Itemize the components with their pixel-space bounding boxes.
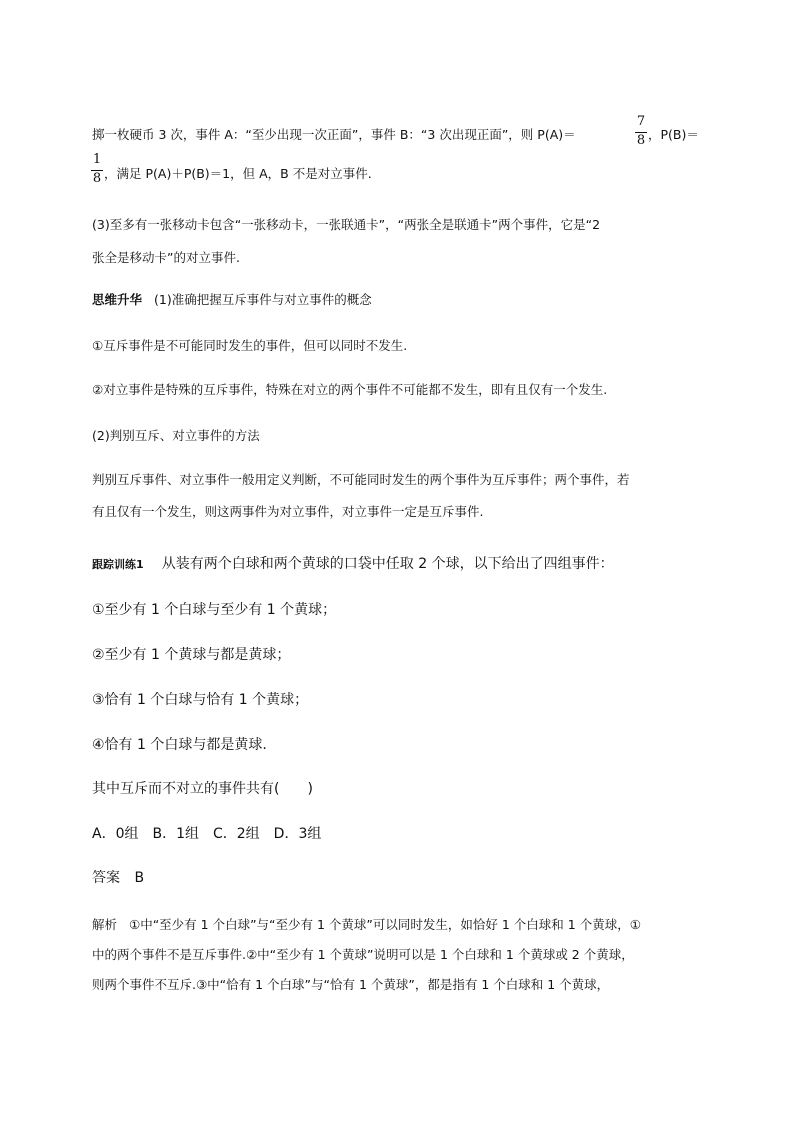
option-2: ②至少有 1 个黄球与都是黄球； bbox=[92, 647, 291, 663]
pb-numerator: 1 bbox=[92, 152, 102, 167]
exercise-prompt: 其中互斥而不对立的事件共有( ) bbox=[92, 781, 313, 797]
thinking-item-1: ①互斥事件是不可能同时发生的事件，但可以同时不发生. bbox=[92, 338, 408, 353]
thinking-heading-1 bbox=[92, 291, 372, 309]
thinking-method-line-1: 判别互斥事件、对立事件一般用定义判断，不可能同时发生的两个事件为互斥事件；两个事件，若 bbox=[92, 472, 630, 487]
pb-label: ，P(B)＝ bbox=[648, 127, 699, 142]
answer-label: 答案 bbox=[92, 870, 120, 886]
option-3: ③恰有 1 个白球与恰有 1 个黄球； bbox=[92, 692, 309, 708]
analysis-line-2: 中的两个事件不是互斥事件.②中“至少有 1 个黄球”说明可以是 1 个白球和 1 个黄球或 2 个黄球， bbox=[92, 947, 634, 962]
pa-numerator: 7 bbox=[636, 114, 646, 129]
analysis-line-1 bbox=[92, 916, 641, 934]
case3-line-1: (3)至多有一张移动卡包含“一张移动卡，一张联通卡”，“两张全是联通卡”两个事件，它是“2 bbox=[92, 217, 601, 232]
thinking-heading-1-text: (1)准确把握互斥事件与对立事件的概念 bbox=[154, 292, 372, 307]
exercise-heading bbox=[92, 555, 614, 574]
analysis-label: 解析 bbox=[92, 917, 118, 932]
coin-example-text: 掷一枚硬币 3 次，事件 A：“至少出现一次正面”，事件 B：“3 次出现正面”，则 P(A)＝ bbox=[92, 127, 576, 142]
answer-line bbox=[92, 869, 144, 887]
answer-value: B bbox=[134, 870, 145, 886]
exercise-label: 跟踪训练1 bbox=[92, 558, 144, 571]
analysis-text-1: ①中“至少有 1 个白球”与“至少有 1 个黄球”可以同时发生，如恰好 1 个白球和 1 个黄球，① bbox=[129, 917, 641, 932]
case3-line-2: 张全是移动卡”的对立事件. bbox=[92, 250, 240, 265]
thinking-method-line-2: 有且仅有一个发生，则这两事件为对立事件，对立事件一定是互斥事件. bbox=[92, 504, 484, 519]
thinking-item-2: ②对立事件是特殊的互斥事件，特殊在对立的两个事件不可能都不发生，即有且仅有一个发生. bbox=[92, 382, 608, 397]
thinking-label: 思维升华 bbox=[92, 292, 143, 307]
exercise-question: 从装有两个白球和两个黄球的口袋中任取 2 个球，以下给出了四组事件： bbox=[161, 556, 614, 572]
pb-denominator: 8 bbox=[92, 171, 102, 186]
exercise-choices: A．0组 B．1组 C．2组 D．3组 bbox=[92, 826, 322, 842]
option-1: ①至少有 1 个白球与至少有 1 个黄球； bbox=[92, 602, 337, 618]
coin-example-line-1 bbox=[92, 126, 576, 144]
thinking-heading-2: (2)判别互斥、对立事件的方法 bbox=[92, 428, 260, 443]
coin-example-line-2: ，满足 P(A)＋P(B)＝1，但 A，B 不是对立事件. bbox=[104, 166, 372, 181]
analysis-line-3: 则两个事件不互斥.③中“恰有 1 个白球”与“恰有 1 个黄球”，都是指有 1 个白球和 1 个黄球， bbox=[92, 977, 610, 992]
option-4: ④恰有 1 个白球与都是黄球. bbox=[92, 737, 267, 753]
pa-denominator: 8 bbox=[636, 133, 646, 148]
